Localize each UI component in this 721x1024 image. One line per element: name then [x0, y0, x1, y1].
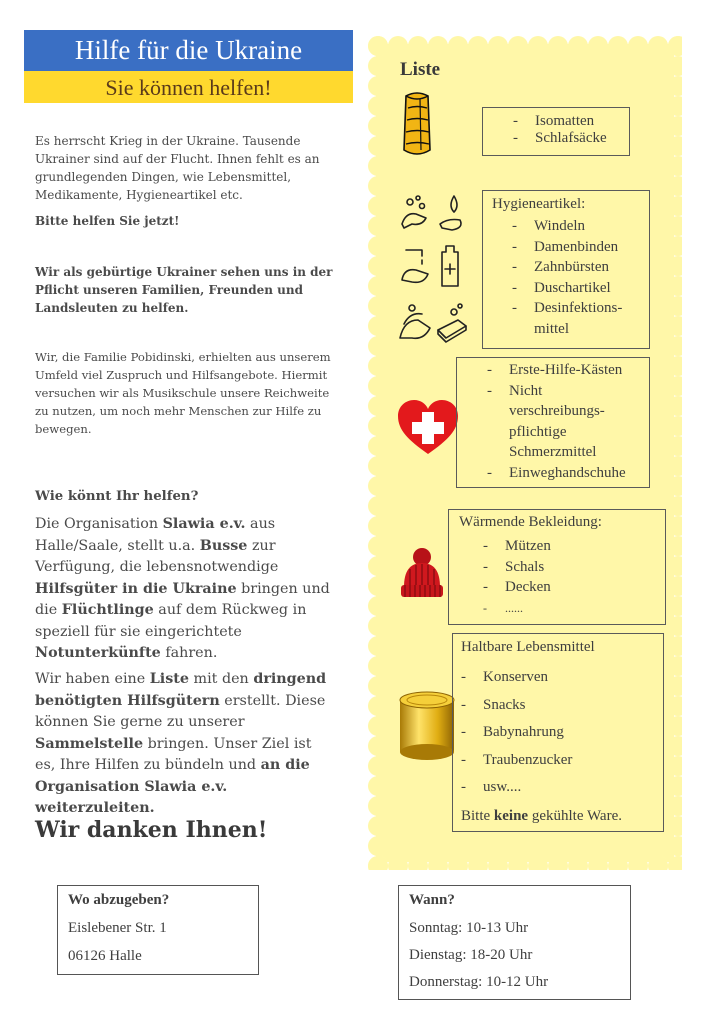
when-time: Donnerstag: 10-12 Uhr — [409, 974, 549, 990]
food-box — [452, 633, 664, 832]
where-title: Wo abzugeben? — [68, 892, 170, 908]
list-item: - Einweghandschuhe — [487, 463, 649, 484]
call-to-action: Bitte helfen Sie jetzt! — [35, 214, 180, 228]
intro-text: Es herrscht Krieg in der Ukraine. Tausende Ukrainer sind auf der Flucht. Ihnen fehlt es an grundlegenden Dingen, wie Lebensmittel, Medikamente, Hygieneartikel etc. — [35, 134, 320, 202]
list-item: - Snacks — [461, 692, 663, 720]
when-time: Dienstag: 18-20 Uhr — [409, 947, 533, 963]
hygiene-title: Hygieneartikel: — [492, 196, 586, 212]
food-can-icon — [398, 690, 456, 762]
family-text: Wir, die Familie Pobidinski, erhielten aus unserem Umfeld viel Zuspruch und Hilfsangebote. Hiermit versuchen wir als Musikschule unsere Reichweite zu nutzen, um noch mehr Menschen zur Hilfe zu bewegen. — [35, 350, 331, 436]
handwash-icon — [396, 188, 472, 354]
thanks-heading: Wir danken Ihnen! — [35, 817, 268, 843]
where-street: Eislebener Str. 1 — [68, 920, 167, 936]
list-item: - ...... — [483, 598, 665, 619]
sleeping-box — [482, 107, 630, 156]
banner-subtitle: Sie können helfen! — [24, 71, 353, 103]
list-item: - Windeln — [512, 216, 649, 237]
list-paragraph: Wir haben eine Liste mit den dringend benötigten Hilfsgütern erstellt. Diese können Sie gerne zu unserer Sammelstelle bringen. Unser Ziel ist es, Ihre Hilfen zu bündeln und an die Organisation Slawia e.v. weiterzuleiten. — [35, 671, 327, 816]
warm-box — [448, 509, 666, 625]
banner-title: Hilfe für die Ukraine — [24, 30, 353, 71]
list-item: - Konserven — [461, 664, 663, 692]
where-box — [57, 885, 259, 975]
list-item: - usw.... — [461, 774, 663, 802]
food-note: Bitte keine gekühlte Ware. — [461, 807, 622, 824]
warm-title: Wärmende Bekleidung: — [459, 514, 602, 530]
when-title: Wann? — [409, 892, 455, 908]
list-item: - Schals — [483, 557, 665, 578]
list-item: - Erste-Hilfe-Kästen — [487, 360, 649, 381]
food-title: Haltbare Lebensmittel — [461, 639, 595, 655]
list-item: - Babynahrung — [461, 719, 663, 747]
list-item: - Mützen — [483, 536, 665, 557]
medical-box — [456, 357, 650, 488]
sleeping-bag-icon — [400, 90, 434, 158]
when-box — [398, 885, 631, 1000]
list-item: - Desinfektions-mittel — [512, 298, 634, 339]
how-heading: Wie könnt Ihr helfen? — [35, 489, 199, 504]
list-item: - Duschartikel — [512, 278, 649, 299]
list-item: - Schlafsäcke — [513, 130, 629, 147]
list-item: - Decken — [483, 577, 665, 598]
where-city: 06126 Halle — [68, 948, 142, 964]
medical-heart-icon — [398, 400, 458, 456]
list-item: - Isomatten — [513, 113, 629, 130]
knit-hat-icon — [398, 547, 446, 599]
hygiene-box — [482, 190, 650, 349]
list-item: - Nicht verschreibungs-pflichtige Schmerzmittel — [487, 381, 624, 463]
list-item: - Traubenzucker — [461, 747, 663, 775]
org-paragraph: Die Organisation Slawia e.v. aus Halle/Saale, stellt u.a. Busse zur Verfügung, die lebensnotwendige Hilfsgüter in die Ukraine bringen und die Flüchtlinge auf dem Rückweg in speziell für sie eingerichtete Notunterkünfte fahren. — [35, 516, 330, 661]
duty-text: Wir als gebürtige Ukrainer sehen uns in der Pflicht unseren Familien, Freunden und Landsleuten zu helfen. — [35, 265, 333, 315]
panel-title: Liste — [400, 59, 441, 80]
when-time: Sonntag: 10-13 Uhr — [409, 920, 529, 936]
list-item: - Damenbinden — [512, 237, 649, 258]
list-item: - Zahnbürsten — [512, 257, 649, 278]
